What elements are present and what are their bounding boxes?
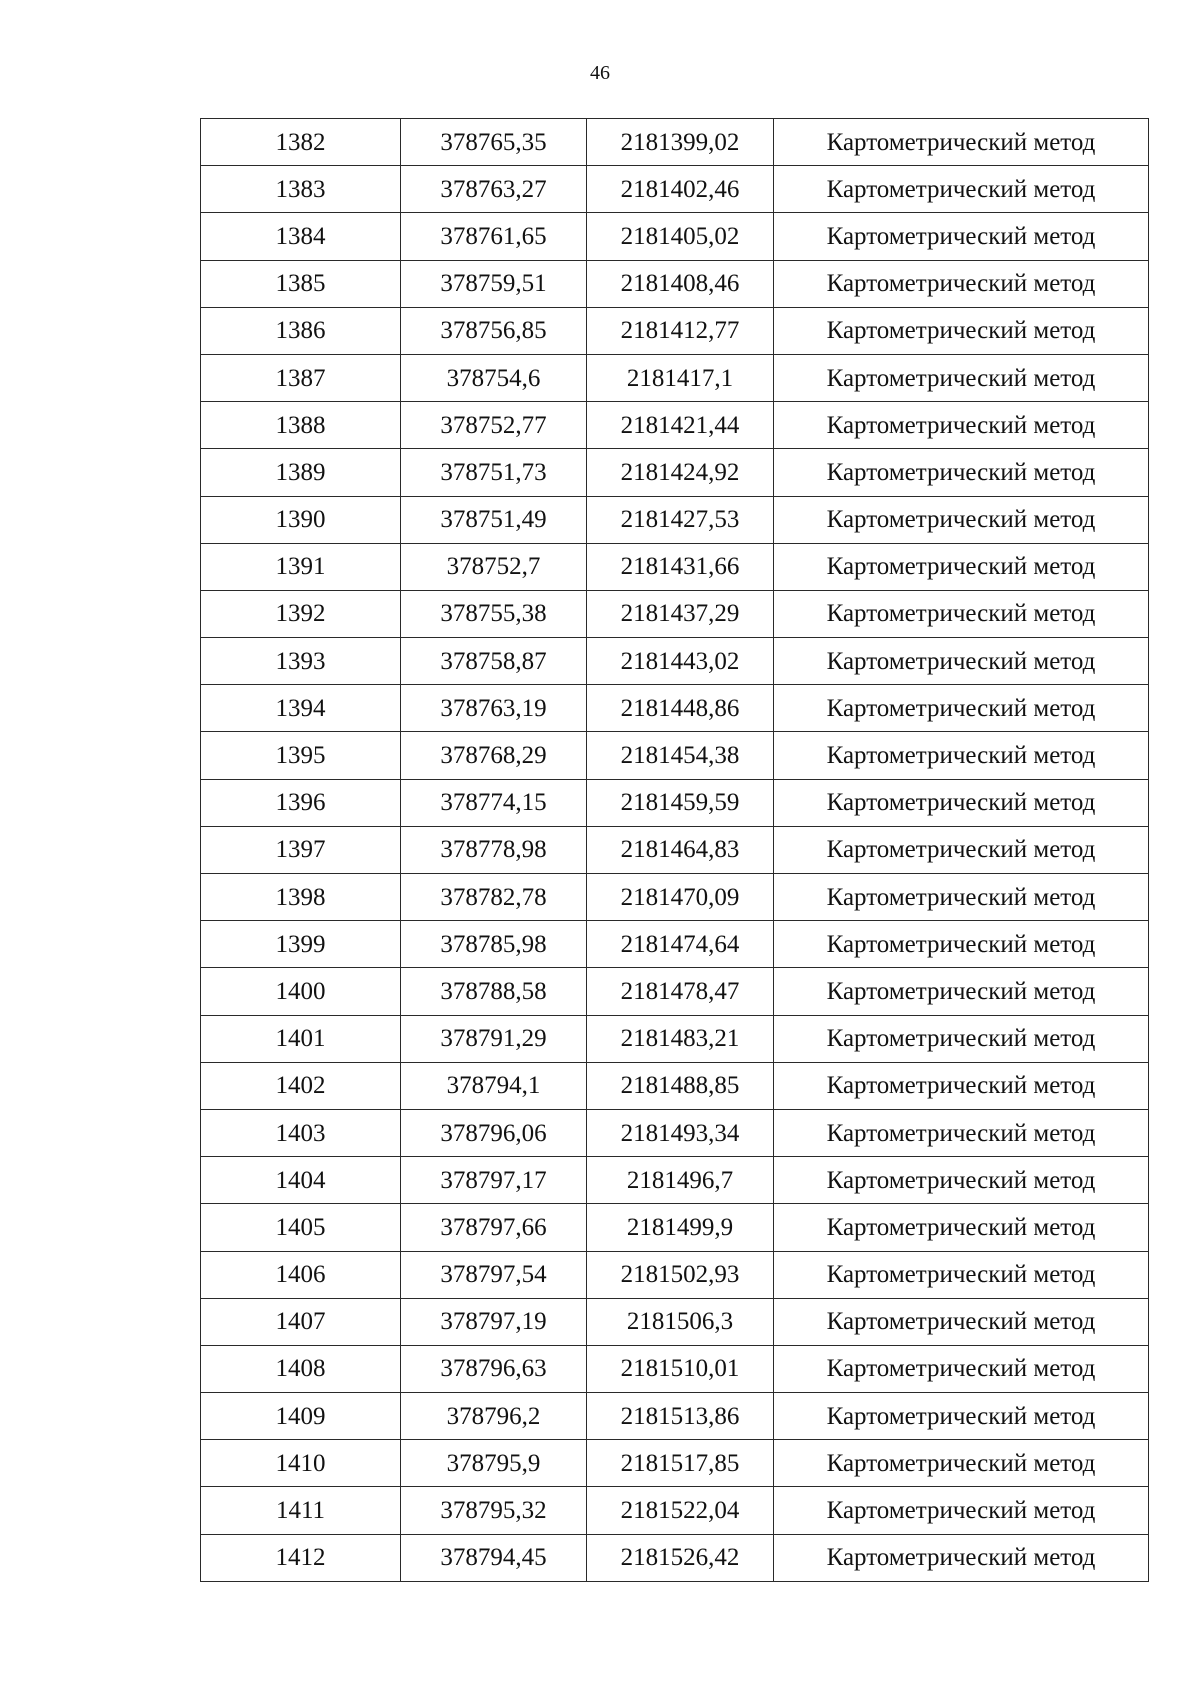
point-number-cell: 1393 [201,638,401,685]
point-number-cell: 1385 [201,260,401,307]
x-coordinate-cell: 378763,27 [401,166,587,213]
point-number-cell: 1382 [201,119,401,166]
method-cell: Картометрический метод [774,1440,1149,1487]
table-row [201,354,1149,401]
point-number-cell: 1389 [201,449,401,496]
y-coordinate-cell: 2181478,47 [587,968,774,1015]
point-number-cell: 1399 [201,921,401,968]
point-number-cell: 1397 [201,826,401,873]
method-cell: Картометрический метод [774,1534,1149,1581]
method-cell: Картометрический метод [774,1251,1149,1298]
table-row [201,449,1149,496]
method-cell: Картометрический метод [774,685,1149,732]
y-coordinate-cell: 2181454,38 [587,732,774,779]
table-row [201,1015,1149,1062]
y-coordinate-cell: 2181506,3 [587,1298,774,1345]
y-coordinate-cell: 2181464,83 [587,826,774,873]
method-cell: Картометрический метод [774,874,1149,921]
point-number-cell: 1401 [201,1015,401,1062]
point-number-cell: 1394 [201,685,401,732]
point-number-cell: 1411 [201,1487,401,1534]
point-number-cell: 1398 [201,874,401,921]
point-number-cell: 1383 [201,166,401,213]
point-number-cell: 1396 [201,779,401,826]
x-coordinate-cell: 378795,9 [401,1440,587,1487]
table-row [201,307,1149,354]
y-coordinate-cell: 2181510,01 [587,1345,774,1392]
method-cell: Картометрический метод [774,1062,1149,1109]
x-coordinate-cell: 378794,1 [401,1062,587,1109]
y-coordinate-cell: 2181405,02 [587,213,774,260]
y-coordinate-cell: 2181402,46 [587,166,774,213]
method-cell: Картометрический метод [774,119,1149,166]
y-coordinate-cell: 2181502,93 [587,1251,774,1298]
method-cell: Картометрический метод [774,1298,1149,1345]
point-number-cell: 1390 [201,496,401,543]
point-number-cell: 1386 [201,307,401,354]
x-coordinate-cell: 378788,58 [401,968,587,1015]
point-number-cell: 1412 [201,1534,401,1581]
table-row [201,921,1149,968]
table-row [201,213,1149,260]
x-coordinate-cell: 378761,65 [401,213,587,260]
table-row [201,1109,1149,1156]
coordinates-table-body [201,119,1149,1582]
point-number-cell: 1400 [201,968,401,1015]
x-coordinate-cell: 378774,15 [401,779,587,826]
method-cell: Картометрический метод [774,449,1149,496]
x-coordinate-cell: 378752,77 [401,402,587,449]
x-coordinate-cell: 378765,35 [401,119,587,166]
table-row [201,166,1149,213]
x-coordinate-cell: 378755,38 [401,590,587,637]
y-coordinate-cell: 2181448,86 [587,685,774,732]
method-cell: Картометрический метод [774,1393,1149,1440]
y-coordinate-cell: 2181470,09 [587,874,774,921]
method-cell: Картометрический метод [774,402,1149,449]
method-cell: Картометрический метод [774,779,1149,826]
method-cell: Картометрический метод [774,496,1149,543]
method-cell: Картометрический метод [774,543,1149,590]
y-coordinate-cell: 2181499,9 [587,1204,774,1251]
x-coordinate-cell: 378758,87 [401,638,587,685]
y-coordinate-cell: 2181408,46 [587,260,774,307]
y-coordinate-cell: 2181483,21 [587,1015,774,1062]
x-coordinate-cell: 378759,51 [401,260,587,307]
method-cell: Картометрический метод [774,1109,1149,1156]
point-number-cell: 1402 [201,1062,401,1109]
method-cell: Картометрический метод [774,354,1149,401]
table-row [201,402,1149,449]
x-coordinate-cell: 378797,19 [401,1298,587,1345]
method-cell: Картометрический метод [774,307,1149,354]
x-coordinate-cell: 378797,17 [401,1157,587,1204]
y-coordinate-cell: 2181517,85 [587,1440,774,1487]
table-row [201,1534,1149,1581]
table-row [201,119,1149,166]
x-coordinate-cell: 378751,49 [401,496,587,543]
y-coordinate-cell: 2181399,02 [587,119,774,166]
y-coordinate-cell: 2181526,42 [587,1534,774,1581]
point-number-cell: 1391 [201,543,401,590]
y-coordinate-cell: 2181488,85 [587,1062,774,1109]
table-row [201,874,1149,921]
method-cell: Картометрический метод [774,1487,1149,1534]
x-coordinate-cell: 378756,85 [401,307,587,354]
x-coordinate-cell: 378782,78 [401,874,587,921]
x-coordinate-cell: 378797,54 [401,1251,587,1298]
point-number-cell: 1406 [201,1251,401,1298]
table-row [201,826,1149,873]
x-coordinate-cell: 378796,63 [401,1345,587,1392]
x-coordinate-cell: 378791,29 [401,1015,587,1062]
x-coordinate-cell: 378778,98 [401,826,587,873]
x-coordinate-cell: 378752,7 [401,543,587,590]
x-coordinate-cell: 378795,32 [401,1487,587,1534]
y-coordinate-cell: 2181522,04 [587,1487,774,1534]
x-coordinate-cell: 378751,73 [401,449,587,496]
table-row [201,496,1149,543]
point-number-cell: 1408 [201,1345,401,1392]
y-coordinate-cell: 2181437,29 [587,590,774,637]
method-cell: Картометрический метод [774,1015,1149,1062]
method-cell: Картометрический метод [774,260,1149,307]
y-coordinate-cell: 2181431,66 [587,543,774,590]
point-number-cell: 1404 [201,1157,401,1204]
y-coordinate-cell: 2181424,92 [587,449,774,496]
table-row [201,779,1149,826]
point-number-cell: 1384 [201,213,401,260]
table-row [201,732,1149,779]
method-cell: Картометрический метод [774,638,1149,685]
method-cell: Картометрический метод [774,1157,1149,1204]
table-row [201,1487,1149,1534]
table-row [201,1251,1149,1298]
x-coordinate-cell: 378796,2 [401,1393,587,1440]
y-coordinate-cell: 2181493,34 [587,1109,774,1156]
point-number-cell: 1395 [201,732,401,779]
x-coordinate-cell: 378785,98 [401,921,587,968]
table-row [201,590,1149,637]
point-number-cell: 1405 [201,1204,401,1251]
point-number-cell: 1410 [201,1440,401,1487]
point-number-cell: 1403 [201,1109,401,1156]
page-number: 46 [590,62,610,84]
y-coordinate-cell: 2181496,7 [587,1157,774,1204]
x-coordinate-cell: 378768,29 [401,732,587,779]
y-coordinate-cell: 2181417,1 [587,354,774,401]
y-coordinate-cell: 2181412,77 [587,307,774,354]
table-row [201,638,1149,685]
coordinates-table [200,118,1149,1582]
table-row [201,685,1149,732]
table-row [201,1393,1149,1440]
table-row [201,260,1149,307]
method-cell: Картометрический метод [774,826,1149,873]
x-coordinate-cell: 378794,45 [401,1534,587,1581]
method-cell: Картометрический метод [774,732,1149,779]
table-row [201,1157,1149,1204]
point-number-cell: 1392 [201,590,401,637]
y-coordinate-cell: 2181421,44 [587,402,774,449]
y-coordinate-cell: 2181427,53 [587,496,774,543]
method-cell: Картометрический метод [774,1345,1149,1392]
point-number-cell: 1388 [201,402,401,449]
x-coordinate-cell: 378754,6 [401,354,587,401]
table-row [201,968,1149,1015]
point-number-cell: 1409 [201,1393,401,1440]
x-coordinate-cell: 378763,19 [401,685,587,732]
y-coordinate-cell: 2181513,86 [587,1393,774,1440]
method-cell: Картометрический метод [774,590,1149,637]
point-number-cell: 1407 [201,1298,401,1345]
y-coordinate-cell: 2181474,64 [587,921,774,968]
y-coordinate-cell: 2181443,02 [587,638,774,685]
x-coordinate-cell: 378796,06 [401,1109,587,1156]
method-cell: Картометрический метод [774,166,1149,213]
y-coordinate-cell: 2181459,59 [587,779,774,826]
method-cell: Картометрический метод [774,1204,1149,1251]
table-row [201,543,1149,590]
method-cell: Картометрический метод [774,968,1149,1015]
table-row [201,1440,1149,1487]
table-row [201,1062,1149,1109]
table-row [201,1345,1149,1392]
table-row [201,1204,1149,1251]
method-cell: Картометрический метод [774,921,1149,968]
point-number-cell: 1387 [201,354,401,401]
x-coordinate-cell: 378797,66 [401,1204,587,1251]
table-row [201,1298,1149,1345]
method-cell: Картометрический метод [774,213,1149,260]
